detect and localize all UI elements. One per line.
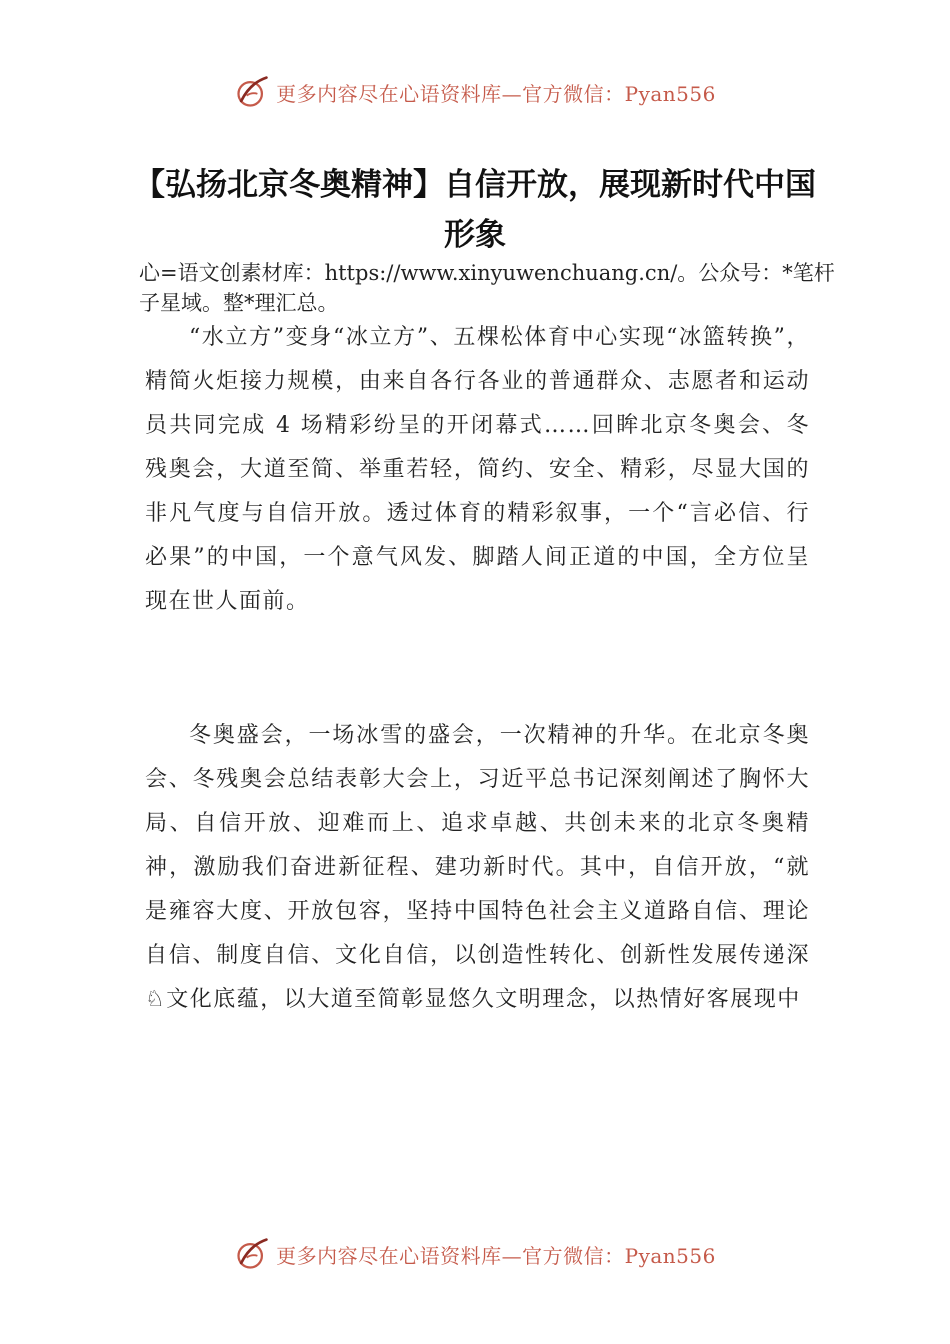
article-paragraph: “水立方”变身“冰立方”、五棵松体育中心实现“冰篮转换”，精简火炬接力规模，由来自各行各业的普通群众、志愿者和运动员共同完成 4 场精彩纷呈的开闭幕式……回眸北京冬奥会、冬残奥会，大道至简、举重若轻，简约、安全、精彩，尽显大国的非凡气度与自信开放。透过体育的精彩叙事，一个“言必信、行必果”的中国，一个意气风发、脚踏人间正道的中国，全方位呈现在世人面前。 (145, 325, 810, 614)
brush-logo-icon (234, 74, 270, 110)
brush-logo-icon (234, 1236, 270, 1272)
article-title: 【弘扬北京冬奥精神】自信开放，展现新时代中国形象 (134, 167, 816, 253)
source-note: 心=语文创素材库：https://www.xinyuwenchuang.cn/。公众号：*笔杆子星域。整*理汇总。 (139, 261, 835, 315)
footer-banner-text: 更多内容尽在心语资料库—官方微信：Pyan556 (276, 1243, 716, 1268)
footer-banner (0, 1234, 950, 1274)
header-banner (0, 72, 950, 112)
header-banner-text: 更多内容尽在心语资料库—官方微信：Pyan556 (276, 81, 716, 106)
article-paragraph: 冬奥盛会，一场冰雪的盛会，一次精神的升华。在北京冬奥会、冬残奥会总结表彰大会上，习近平总书记深刻阐述了胸怀大局、自信开放、迎难而上、追求卓越、共创未来的北京冬奥精神，激励我们奋进新征程、建功新时代。其中，自信开放，“就是雍容大度、开放包容，坚持中国特色社会主义道路自信、理论自信、制度自信、文化自信，以创造性转化、创新性发展传递深♘文化底蕴，以大道至简彰显悠久文明理念，以热情好客展现中 (145, 723, 810, 1012)
